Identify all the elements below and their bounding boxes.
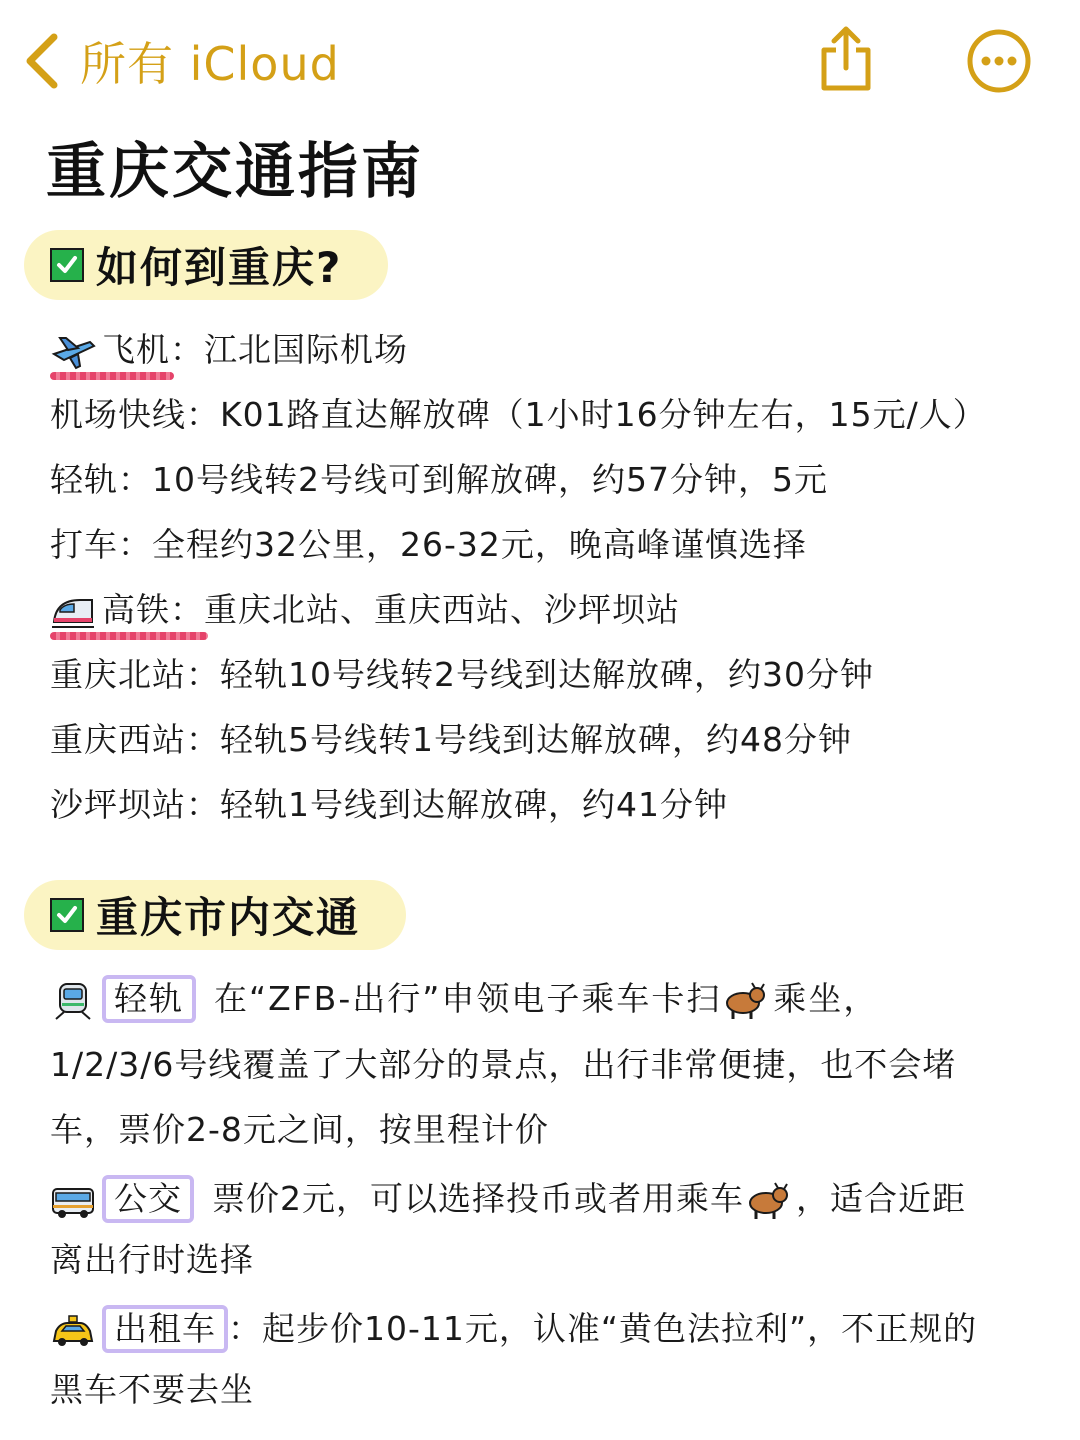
- metro-line: [50, 975, 878, 1023]
- north-station-line: 重庆北站：轻轨10号线转2号线到达解放碑，约30分钟: [50, 655, 874, 694]
- metro-line-3: 车，票价2-8元之间，按里程计价: [50, 1110, 549, 1149]
- section-heading-label: 重庆市内交通: [96, 893, 361, 942]
- taxi-label: 出租车: [102, 1305, 228, 1353]
- share-icon[interactable]: [816, 24, 876, 94]
- bus-label: 公交: [102, 1175, 194, 1223]
- plane-line: [50, 330, 408, 372]
- taxi-line-2: 黑车不要去坐: [50, 1370, 254, 1409]
- rail-label: 高铁：: [102, 590, 204, 629]
- back-label: 所有 iCloud: [80, 37, 340, 91]
- bus-icon: [50, 1181, 96, 1221]
- metro-line-2: 1/2/3/6号线覆盖了大部分的景点，出行非常便捷，也不会堵: [50, 1045, 957, 1084]
- section-heading-local: [24, 880, 406, 950]
- back-button[interactable]: [22, 28, 340, 94]
- plane-label: 飞机: [102, 330, 170, 369]
- metro-icon: [50, 981, 96, 1021]
- train-icon: [50, 592, 96, 632]
- cow-icon: [744, 1181, 790, 1221]
- west-station-line: 重庆西站：轻轨5号线转1号线到达解放碑，约48分钟: [50, 720, 852, 759]
- bus-text-a: 票价2元，可以选择投币或者用乘车: [212, 1179, 744, 1218]
- metro-label: 轻轨: [102, 975, 196, 1023]
- section-heading-label: 如何到重庆?: [96, 243, 343, 292]
- plane-text: ：江北国际机场: [170, 330, 408, 369]
- airport-metro-line: 轻轨：10号线转2号线可到解放碑，约57分钟，5元: [50, 460, 828, 499]
- cow-icon: [721, 981, 767, 1021]
- bus-line: [50, 1175, 966, 1223]
- bus-line-2: 离出行时选择: [50, 1240, 254, 1279]
- airport-express-line: 机场快线：K01路直达解放碑（1小时16分钟左右，15元/人）: [50, 395, 987, 434]
- chevron-left-icon: [22, 31, 62, 91]
- checkbox-icon: [50, 248, 84, 282]
- page-title: 重庆交通指南: [46, 137, 424, 207]
- taxi-text: ：起步价10-11元，认准“黄色法拉利”，不正规的: [228, 1309, 978, 1348]
- metro-text-a: 在“ZFB-出行”申领电子乘车卡扫: [214, 979, 722, 1018]
- rail-line: [50, 590, 680, 632]
- metro-text-b: 乘坐，: [773, 979, 879, 1018]
- taxi-icon: [50, 1311, 96, 1351]
- airport-taxi-line: 打车：全程约32公里，26-32元，晚高峰谨慎选择: [50, 525, 807, 564]
- airplane-icon: [50, 332, 96, 372]
- section-heading-arrival: [24, 230, 388, 300]
- top-bar: [0, 0, 1080, 120]
- checkbox-icon: [50, 898, 84, 932]
- bus-text-b: ，适合近距: [796, 1179, 966, 1218]
- shapingba-station-line: 沙坪坝站：轻轨1号线到达解放碑，约41分钟: [50, 785, 728, 824]
- taxi-line: [50, 1305, 977, 1353]
- more-icon[interactable]: [966, 28, 1032, 94]
- rail-text: 重庆北站、重庆西站、沙坪坝站: [204, 590, 680, 629]
